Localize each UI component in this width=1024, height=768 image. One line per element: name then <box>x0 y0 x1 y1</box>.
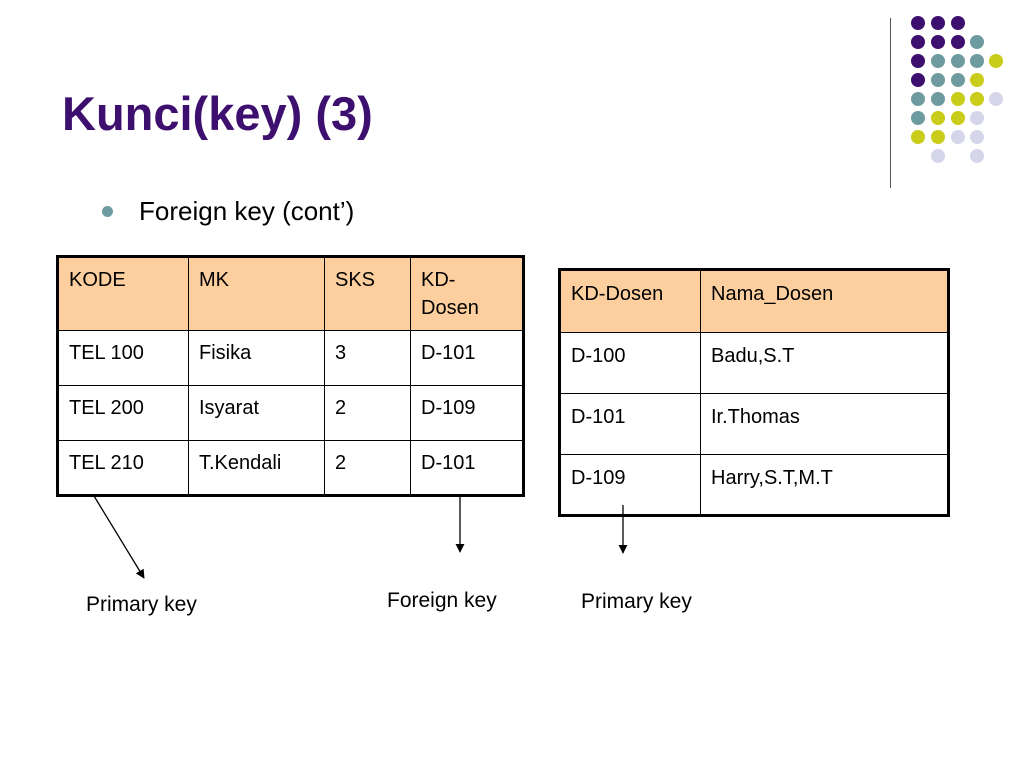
decorative-dot <box>911 54 925 68</box>
header-sks: SKS <box>325 257 411 331</box>
decorative-dot <box>970 35 984 49</box>
table-cell: D-101 <box>411 441 524 496</box>
decorative-dot <box>970 149 984 163</box>
decorative-dot <box>970 73 984 87</box>
bullet-item <box>102 196 354 227</box>
slide-title: Kunci(key) (3) <box>62 87 373 140</box>
table-cell: 2 <box>325 441 411 496</box>
decorative-dot <box>931 16 945 30</box>
table-row <box>560 394 949 455</box>
bullet-text: Foreign key (cont’) <box>139 196 355 226</box>
decorative-dot <box>911 73 925 87</box>
table-cell: D-101 <box>560 394 701 455</box>
decorative-divider <box>890 18 891 188</box>
table-cell: Ir.Thomas <box>701 394 949 455</box>
table-cell: 2 <box>325 386 411 441</box>
decorative-dot <box>951 35 965 49</box>
decorative-dot <box>911 92 925 106</box>
decorative-dot <box>931 92 945 106</box>
decorative-dot <box>911 111 925 125</box>
table-row <box>560 333 949 394</box>
table-header-row <box>58 257 524 331</box>
decorative-dot <box>951 92 965 106</box>
decorative-dot <box>911 35 925 49</box>
dosen-table <box>558 268 950 517</box>
table-cell: T.Kendali <box>189 441 325 496</box>
decorative-dot <box>970 111 984 125</box>
table-cell: D-109 <box>560 455 701 516</box>
decorative-dot <box>911 130 925 144</box>
table-row <box>58 331 524 386</box>
bullet-dot-icon <box>102 206 113 217</box>
decorative-dot <box>970 92 984 106</box>
table-cell: D-100 <box>560 333 701 394</box>
decorative-dot <box>951 16 965 30</box>
decorative-dot <box>931 149 945 163</box>
decorative-dot <box>989 54 1003 68</box>
table-row <box>58 441 524 496</box>
table-row <box>560 455 949 516</box>
header-kode: KODE <box>58 257 189 331</box>
table-cell: D-109 <box>411 386 524 441</box>
decorative-dot <box>951 73 965 87</box>
table-cell: TEL 200 <box>58 386 189 441</box>
decorative-dot <box>931 73 945 87</box>
decorative-dot <box>989 92 1003 106</box>
decorative-dot <box>951 130 965 144</box>
table-header-row <box>560 270 949 333</box>
decorative-dot <box>931 130 945 144</box>
table-cell: Fisika <box>189 331 325 386</box>
table-cell: Harry,S.T,M.T <box>701 455 949 516</box>
header-kd-dosen: KD-Dosen <box>560 270 701 333</box>
decorative-dot <box>931 35 945 49</box>
table-row <box>58 386 524 441</box>
table-cell: TEL 100 <box>58 331 189 386</box>
decorative-dot <box>931 54 945 68</box>
primary-key-arrow-left <box>94 496 144 578</box>
table-cell: Badu,S.T <box>701 333 949 394</box>
header-nama-dosen: Nama_Dosen <box>701 270 949 333</box>
decorative-dot <box>951 54 965 68</box>
decorative-dot <box>951 111 965 125</box>
table-cell: Isyarat <box>189 386 325 441</box>
table-cell: 3 <box>325 331 411 386</box>
primary-key-label-left: Primary key <box>86 593 197 616</box>
header-mk: MK <box>189 257 325 331</box>
decorative-dot <box>970 54 984 68</box>
decorative-dot <box>970 130 984 144</box>
decorative-dot <box>931 111 945 125</box>
foreign-key-label: Foreign key <box>387 589 497 612</box>
matakuliah-table <box>56 255 525 497</box>
table-cell: D-101 <box>411 331 524 386</box>
decorative-dot <box>911 16 925 30</box>
table-cell: TEL 210 <box>58 441 189 496</box>
header-kd-dosen: KD-Dosen <box>411 257 524 331</box>
primary-key-label-right: Primary key <box>581 590 692 613</box>
